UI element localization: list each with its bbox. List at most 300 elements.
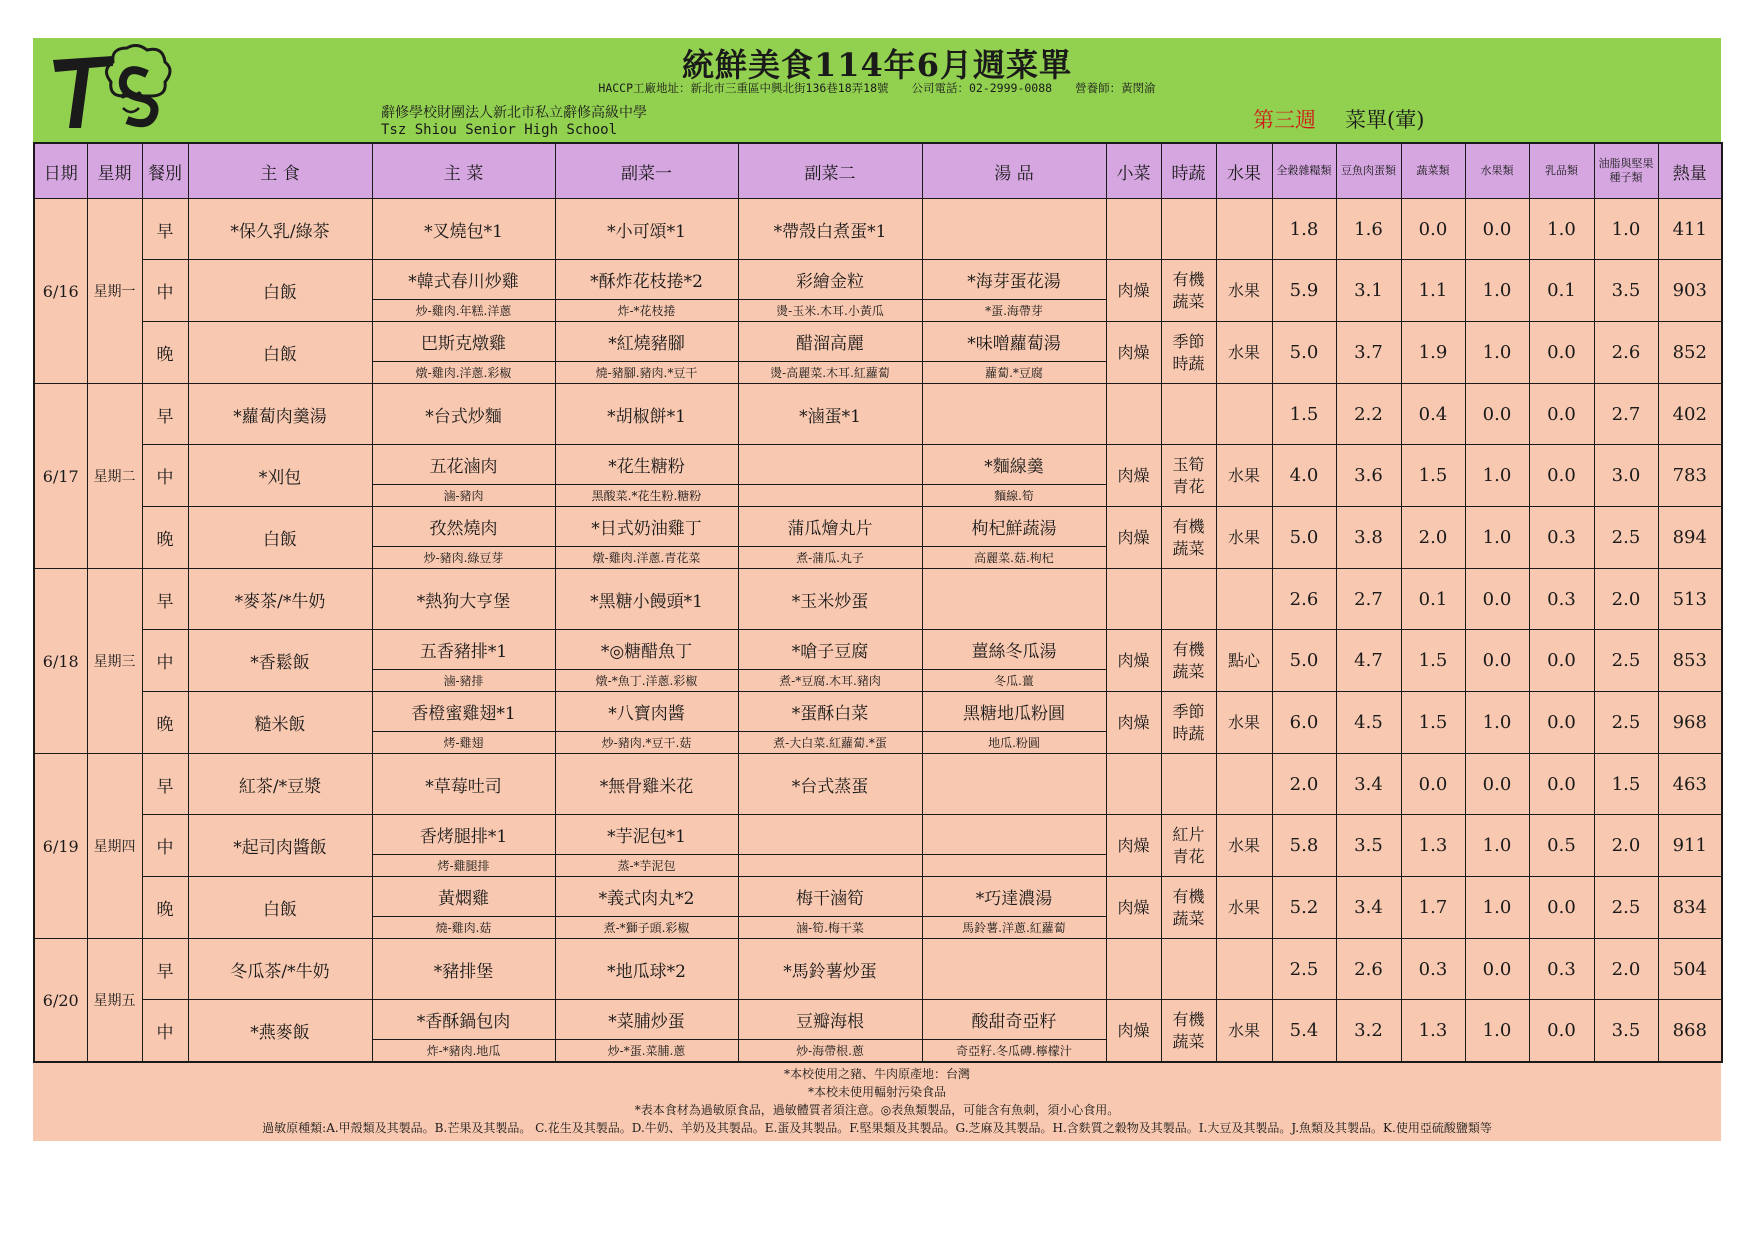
fruit-cell: 水果 [1216,877,1272,939]
weekday-cell: 星期四 [87,754,142,939]
factory-info: HACCP工廠地址：新北市三重區中興北街136巷18弄18號 公司電話：02-2999-0088 營養師：黃閔渝 [598,81,1156,95]
meal-row [34,692,1722,732]
nutrition-protein-cell: 3.8 [1336,507,1401,569]
side-dish-2-cell: *蛋酥白菜 [738,692,922,732]
nutrition-fruits-cell: 1.0 [1465,692,1529,754]
staple-cell: *蘿蔔肉羹湯 [188,384,372,445]
fruit-cell [1216,754,1272,815]
soup-ingredients [922,855,1106,877]
main-dish-cell: *台式炒麵 [372,384,555,445]
small-dish-cell: 肉燥 [1106,630,1161,692]
nutrition-calories-cell: 834 [1658,877,1722,939]
main-dish-ingredients: 燉-雞肉.洋蔥.彩椒 [372,362,555,384]
meal-cell: 早 [142,754,188,815]
vegetable-cell [1161,939,1216,1000]
side-dish-2-ingredients: 燙-高麗菜.木耳.紅蘿蔔 [738,362,922,384]
school-name-english: Tsz Shiou Senior High School [381,122,618,138]
meal-cell: 中 [142,260,188,322]
side-dish-2-cell [738,815,922,855]
meal-cell: 中 [142,630,188,692]
meal-cell: 中 [142,1000,188,1063]
nutrition-protein-cell: 3.5 [1336,815,1401,877]
nutrition-protein-cell: 4.5 [1336,692,1401,754]
nutrition-vegetables-cell: 0.0 [1401,199,1465,260]
meal-cell: 晚 [142,877,188,939]
nutrition-dairy-cell: 0.0 [1529,445,1594,507]
meal-row [34,877,1722,917]
nutrition-dairy-cell: 0.0 [1529,877,1594,939]
nutrition-fats-cell: 2.0 [1594,569,1658,630]
nutrition-dairy-cell: 0.0 [1529,384,1594,445]
footer-note-radiation: *本校未使用輻射污染食品 [807,1085,946,1099]
meal-row [34,1000,1722,1040]
main-dish-ingredients: 滷-豬排 [372,670,555,692]
small-dish-cell: 肉燥 [1106,445,1161,507]
fruit-cell: 水果 [1216,507,1272,569]
side-dish-2-ingredients: 炒-海帶根.蔥 [738,1040,922,1063]
column-header: 水果 [1216,143,1272,199]
main-dish-ingredients: 炸-*豬肉.地瓜 [372,1040,555,1063]
side-dish-2-ingredients: 燙-玉米.木耳.小黃瓜 [738,300,922,322]
header-banner [33,38,1721,142]
soup-cell: *海芽蛋花湯 [922,260,1106,300]
nutrition-fruits-cell: 0.0 [1465,754,1529,815]
side-dish-1-cell: *胡椒餅*1 [555,384,738,445]
nutrition-protein-cell: 3.6 [1336,445,1401,507]
fruit-cell: 水果 [1216,260,1272,322]
soup-cell [922,384,1106,445]
vegetable-cell: 玉筍青花 [1161,445,1216,507]
nutrition-protein-cell: 3.4 [1336,754,1401,815]
soup-cell [922,815,1106,855]
nutrition-calories-cell: 411 [1658,199,1722,260]
main-dish-ingredients: 炒-雞肉.年糕.洋蔥 [372,300,555,322]
nutrition-protein-cell: 2.7 [1336,569,1401,630]
date-cell: 6/18 [34,569,87,754]
column-header: 主 食 [188,143,372,199]
staple-cell: *刈包 [188,445,372,507]
side-dish-1-ingredients: 炸-*花枝捲 [555,300,738,322]
column-header: 日期 [34,143,87,199]
side-dish-2-ingredients [738,485,922,507]
small-dish-cell [1106,199,1161,260]
side-dish-2-cell: *玉米炒蛋 [738,569,922,630]
meal-row [34,939,1722,1000]
nutrition-fats-cell: 2.0 [1594,939,1658,1000]
nutrition-vegetables-cell: 1.7 [1401,877,1465,939]
side-dish-2-ingredients: 滷-筍.梅干菜 [738,917,922,939]
nutrition-vegetables-cell: 1.3 [1401,815,1465,877]
footer-note-allergen-mark: *表本食材為過敏原食品，過敏體質者須注意。◎表魚類製品，可能含有魚刺，須小心食用。 [634,1103,1120,1117]
soup-ingredients: *蛋.海帶芽 [922,300,1106,322]
main-dish-cell: 黃燜雞 [372,877,555,917]
nutrition-fats-cell: 2.5 [1594,692,1658,754]
nutrition-dairy-cell: 0.0 [1529,754,1594,815]
meal-row [34,445,1722,485]
meal-row [34,260,1722,300]
vegetable-cell [1161,569,1216,630]
soup-cell [922,569,1106,630]
vegetable-cell: 有機蔬菜 [1161,507,1216,569]
main-dish-ingredients: 燒-雞肉.菇 [372,917,555,939]
meal-cell: 中 [142,445,188,507]
soup-cell: 酸甜奇亞籽 [922,1000,1106,1040]
column-header: 蔬菜類 [1401,143,1465,199]
date-cell: 6/19 [34,754,87,939]
side-dish-2-cell: 彩繪金粒 [738,260,922,300]
side-dish-2-cell: 醋溜高麗 [738,322,922,362]
staple-cell: 白飯 [188,507,372,569]
nutrition-grains-cell: 5.9 [1272,260,1336,322]
vegetable-cell: 紅片青花 [1161,815,1216,877]
soup-ingredients: 麵線.筍 [922,485,1106,507]
main-dish-cell: *韓式春川炒雞 [372,260,555,300]
main-dish-cell: *豬排堡 [372,939,555,1000]
nutrition-dairy-cell: 1.0 [1529,199,1594,260]
meal-cell: 早 [142,384,188,445]
small-dish-cell [1106,754,1161,815]
fruit-cell: 水果 [1216,815,1272,877]
soup-cell: 枸杞鮮蔬湯 [922,507,1106,547]
column-header: 餐別 [142,143,188,199]
nutrition-dairy-cell: 0.3 [1529,939,1594,1000]
column-header: 主 菜 [372,143,555,199]
main-dish-cell: 五花滷肉 [372,445,555,485]
main-dish-ingredients: 滷-豬肉 [372,485,555,507]
column-header: 乳品類 [1529,143,1594,199]
nutrition-grains-cell: 5.2 [1272,877,1336,939]
nutrition-grains-cell: 5.4 [1272,1000,1336,1063]
small-dish-cell: 肉燥 [1106,815,1161,877]
date-cell: 6/17 [34,384,87,569]
side-dish-2-ingredients: 煮-蒲瓜.丸子 [738,547,922,569]
small-dish-cell: 肉燥 [1106,260,1161,322]
main-dish-cell: 香烤腿排*1 [372,815,555,855]
staple-cell: 白飯 [188,322,372,384]
nutrition-fats-cell: 2.6 [1594,322,1658,384]
nutrition-grains-cell: 1.5 [1272,384,1336,445]
column-header-row [34,143,1722,199]
footer-notes [33,1063,1721,1141]
nutrition-dairy-cell: 0.0 [1529,692,1594,754]
nutrition-dairy-cell: 0.1 [1529,260,1594,322]
weekday-cell: 星期三 [87,569,142,754]
nutrition-fats-cell: 2.5 [1594,630,1658,692]
column-header: 星期 [87,143,142,199]
small-dish-cell [1106,939,1161,1000]
nutrition-calories-cell: 852 [1658,322,1722,384]
column-header: 全穀雜糧類 [1272,143,1336,199]
nutrition-grains-cell: 5.0 [1272,322,1336,384]
side-dish-2-cell: *帶殼白煮蛋*1 [738,199,922,260]
side-dish-2-ingredients: 煮-*豆腐.木耳.豬肉 [738,670,922,692]
main-dish-cell: *熱狗大亨堡 [372,569,555,630]
nutrition-fruits-cell: 1.0 [1465,815,1529,877]
nutrition-fruits-cell: 0.0 [1465,939,1529,1000]
nutrition-protein-cell: 3.7 [1336,322,1401,384]
nutrition-dairy-cell: 0.3 [1529,569,1594,630]
nutrition-protein-cell: 2.6 [1336,939,1401,1000]
nutrition-fats-cell: 2.5 [1594,877,1658,939]
meal-cell: 中 [142,815,188,877]
nutrition-vegetables-cell: 0.1 [1401,569,1465,630]
staple-cell: *麥茶/*牛奶 [188,569,372,630]
nutrition-calories-cell: 463 [1658,754,1722,815]
footer-note-origin: *本校使用之豬、牛肉原產地：台灣 [783,1067,970,1081]
nutrition-protein-cell: 3.2 [1336,1000,1401,1063]
weekday-cell: 星期二 [87,384,142,569]
column-header: 豆魚肉蛋類 [1336,143,1401,199]
side-dish-1-cell: *◎糖醋魚丁 [555,630,738,670]
nutrition-grains-cell: 2.0 [1272,754,1336,815]
menu-body [34,199,1722,1063]
soup-ingredients: 冬瓜.薑 [922,670,1106,692]
main-dish-ingredients: 烤-雞翅 [372,732,555,754]
nutrition-grains-cell: 5.0 [1272,630,1336,692]
menu-type-label: 菜單(葷) [1345,108,1425,132]
nutrition-vegetables-cell: 1.9 [1401,322,1465,384]
staple-cell: *保久乳/綠茶 [188,199,372,260]
nutrition-protein-cell: 3.1 [1336,260,1401,322]
side-dish-1-cell: *黑糖小饅頭*1 [555,569,738,630]
soup-cell: 薑絲冬瓜湯 [922,630,1106,670]
soup-cell: *巧達濃湯 [922,877,1106,917]
nutrition-calories-cell: 853 [1658,630,1722,692]
staple-cell: 白飯 [188,877,372,939]
menu-title: 統鮮美食114年6月週菜單 [681,46,1073,84]
meal-cell: 早 [142,939,188,1000]
nutrition-fats-cell: 1.0 [1594,199,1658,260]
meal-row [34,384,1722,445]
side-dish-1-cell: *芋泥包*1 [555,815,738,855]
vegetable-cell [1161,199,1216,260]
nutrition-vegetables-cell: 0.4 [1401,384,1465,445]
fruit-cell [1216,939,1272,1000]
side-dish-1-ingredients: 燉-*魚丁.洋蔥.彩椒 [555,670,738,692]
nutrition-calories-cell: 402 [1658,384,1722,445]
nutrition-grains-cell: 4.0 [1272,445,1336,507]
nutrition-fruits-cell: 0.0 [1465,630,1529,692]
side-dish-1-cell: *八寶肉醬 [555,692,738,732]
weekday-cell: 星期五 [87,939,142,1063]
small-dish-cell [1106,569,1161,630]
small-dish-cell [1106,384,1161,445]
side-dish-1-ingredients: 炒-*蛋.菜脯.蔥 [555,1040,738,1063]
meal-cell: 晚 [142,322,188,384]
column-header: 小菜 [1106,143,1161,199]
fruit-cell: 水果 [1216,322,1272,384]
fruit-cell [1216,384,1272,445]
nutrition-vegetables-cell: 1.5 [1401,445,1465,507]
menu-table [33,142,1723,1063]
main-dish-cell: *叉燒包*1 [372,199,555,260]
side-dish-1-ingredients: 煮-*獅子頭.彩椒 [555,917,738,939]
vegetable-cell [1161,754,1216,815]
meal-cell: 早 [142,199,188,260]
side-dish-1-ingredients: 蒸-*芋泥包 [555,855,738,877]
nutrition-calories-cell: 783 [1658,445,1722,507]
meal-row [34,507,1722,547]
side-dish-1-cell: *小可頌*1 [555,199,738,260]
main-dish-cell: 五香豬排*1 [372,630,555,670]
small-dish-cell: 肉燥 [1106,507,1161,569]
side-dish-1-ingredients: 黑酸菜.*花生粉.糖粉 [555,485,738,507]
nutrition-calories-cell: 968 [1658,692,1722,754]
date-cell: 6/16 [34,199,87,384]
soup-ingredients: 馬鈴薯.洋蔥.紅蘿蔔 [922,917,1106,939]
soup-cell [922,939,1106,1000]
nutrition-vegetables-cell: 1.5 [1401,630,1465,692]
main-dish-cell: 巴斯克燉雞 [372,322,555,362]
nutrition-fruits-cell: 1.0 [1465,1000,1529,1063]
side-dish-1-cell: *地瓜球*2 [555,939,738,1000]
nutrition-protein-cell: 2.2 [1336,384,1401,445]
main-dish-ingredients: 烤-雞腿排 [372,855,555,877]
small-dish-cell: 肉燥 [1106,1000,1161,1063]
fruit-cell: 點心 [1216,630,1272,692]
nutrition-grains-cell: 5.8 [1272,815,1336,877]
side-dish-2-cell: *嗆子豆腐 [738,630,922,670]
side-dish-1-cell: *菜脯炒蛋 [555,1000,738,1040]
nutrition-vegetables-cell: 0.0 [1401,754,1465,815]
soup-ingredients: 高麗菜.菇.枸杞 [922,547,1106,569]
side-dish-2-cell: *台式蒸蛋 [738,754,922,815]
school-name-chinese: 辭修學校財團法人新北市私立辭修高級中學 [381,105,647,121]
main-dish-cell: 香橙蜜雞翅*1 [372,692,555,732]
meal-row [34,569,1722,630]
nutrition-calories-cell: 894 [1658,507,1722,569]
column-header: 水果類 [1465,143,1529,199]
side-dish-2-cell: *馬鈴薯炒蛋 [738,939,922,1000]
small-dish-cell: 肉燥 [1106,322,1161,384]
nutrition-grains-cell: 2.5 [1272,939,1336,1000]
vegetable-cell: 有機蔬菜 [1161,1000,1216,1063]
nutrition-fruits-cell: 1.0 [1465,260,1529,322]
nutrition-fruits-cell: 1.0 [1465,507,1529,569]
meal-cell: 晚 [142,692,188,754]
nutrition-vegetables-cell: 2.0 [1401,507,1465,569]
nutrition-fats-cell: 2.7 [1594,384,1658,445]
fruit-cell [1216,199,1272,260]
main-dish-ingredients: 炒-豬肉.綠豆芽 [372,547,555,569]
meal-cell: 晚 [142,507,188,569]
footer-note-allergen-types: 過敏原種類:A.甲殼類及其製品。B.芒果及其製品。 C.花生及其製品。D.牛奶、羊奶及其製品。E.蛋及其製品。F.堅果類及其製品。G.芝麻及其製品。H.含麩質之穀物及其製品。I.大豆及其製品。J.魚類及其製品。K.使用亞硫酸鹽類等 [262,1121,1492,1135]
side-dish-2-cell: 梅干滷筍 [738,877,922,917]
small-dish-cell: 肉燥 [1106,877,1161,939]
nutrition-calories-cell: 513 [1658,569,1722,630]
side-dish-1-cell: *紅燒豬腳 [555,322,738,362]
nutrition-grains-cell: 5.0 [1272,507,1336,569]
side-dish-1-ingredients: 燒-豬腳.豬肉.*豆干 [555,362,738,384]
nutrition-fats-cell: 1.5 [1594,754,1658,815]
column-header: 油脂與堅果種子類 [1594,143,1658,199]
nutrition-vegetables-cell: 1.3 [1401,1000,1465,1063]
nutrition-protein-cell: 3.4 [1336,877,1401,939]
soup-cell [922,754,1106,815]
nutrition-grains-cell: 2.6 [1272,569,1336,630]
staple-cell: *香鬆飯 [188,630,372,692]
nutrition-protein-cell: 4.7 [1336,630,1401,692]
nutrition-dairy-cell: 0.0 [1529,322,1594,384]
meal-cell: 早 [142,569,188,630]
nutrition-dairy-cell: 0.0 [1529,1000,1594,1063]
nutrition-dairy-cell: 0.3 [1529,507,1594,569]
side-dish-2-cell: 豆瓣海根 [738,1000,922,1040]
nutrition-fruits-cell: 1.0 [1465,322,1529,384]
vegetable-cell: 季節時蔬 [1161,322,1216,384]
nutrition-vegetables-cell: 1.5 [1401,692,1465,754]
nutrition-fats-cell: 2.5 [1594,507,1658,569]
nutrition-fats-cell: 3.5 [1594,1000,1658,1063]
nutrition-calories-cell: 911 [1658,815,1722,877]
main-dish-cell: *草莓吐司 [372,754,555,815]
nutrition-fats-cell: 3.0 [1594,445,1658,507]
nutrition-fruits-cell: 1.0 [1465,445,1529,507]
side-dish-2-ingredients: 煮-大白菜.紅蘿蔔.*蛋 [738,732,922,754]
soup-ingredients: 蘿蔔.*豆腐 [922,362,1106,384]
nutrition-dairy-cell: 0.0 [1529,630,1594,692]
meal-row [34,754,1722,815]
vegetable-cell: 有機蔬菜 [1161,877,1216,939]
nutrition-grains-cell: 1.8 [1272,199,1336,260]
nutrition-vegetables-cell: 1.1 [1401,260,1465,322]
fruit-cell: 水果 [1216,1000,1272,1063]
nutrition-fruits-cell: 0.0 [1465,199,1529,260]
vegetable-cell: 有機蔬菜 [1161,630,1216,692]
vegetable-cell: 季節時蔬 [1161,692,1216,754]
nutrition-fruits-cell: 0.0 [1465,384,1529,445]
column-header: 副菜一 [555,143,738,199]
staple-cell: 紅茶/*豆漿 [188,754,372,815]
nutrition-calories-cell: 504 [1658,939,1722,1000]
week-label: 第三週 [1253,108,1316,132]
soup-ingredients: 奇亞籽.冬瓜磚.檸檬汁 [922,1040,1106,1063]
staple-cell: 冬瓜茶/*牛奶 [188,939,372,1000]
nutrition-vegetables-cell: 0.3 [1401,939,1465,1000]
side-dish-2-ingredients [738,855,922,877]
meal-row [34,322,1722,362]
side-dish-2-cell [738,445,922,485]
staple-cell: *燕麥飯 [188,1000,372,1063]
menu-sheet [33,38,1721,1141]
vegetable-cell [1161,384,1216,445]
side-dish-1-cell: *日式奶油雞丁 [555,507,738,547]
side-dish-1-cell: *花生糖粉 [555,445,738,485]
soup-cell: *味噌蘿蔔湯 [922,322,1106,362]
nutrition-calories-cell: 868 [1658,1000,1722,1063]
side-dish-1-cell: *義式肉丸*2 [555,877,738,917]
side-dish-2-cell: 蒲瓜燴丸片 [738,507,922,547]
staple-cell: 糙米飯 [188,692,372,754]
side-dish-2-cell: *滷蛋*1 [738,384,922,445]
soup-cell [922,199,1106,260]
nutrition-dairy-cell: 0.5 [1529,815,1594,877]
staple-cell: *起司肉醬飯 [188,815,372,877]
soup-cell: *麵線羹 [922,445,1106,485]
nutrition-grains-cell: 6.0 [1272,692,1336,754]
fruit-cell: 水果 [1216,445,1272,507]
column-header: 熱量 [1658,143,1722,199]
side-dish-1-ingredients: 炒-豬肉.*豆干.菇 [555,732,738,754]
column-header: 時蔬 [1161,143,1216,199]
column-header: 副菜二 [738,143,922,199]
main-dish-cell: 孜然燒肉 [372,507,555,547]
meal-row [34,199,1722,260]
side-dish-1-ingredients: 燉-雞肉.洋蔥.青花菜 [555,547,738,569]
nutrition-fruits-cell: 1.0 [1465,877,1529,939]
meal-row [34,815,1722,855]
nutrition-protein-cell: 1.6 [1336,199,1401,260]
